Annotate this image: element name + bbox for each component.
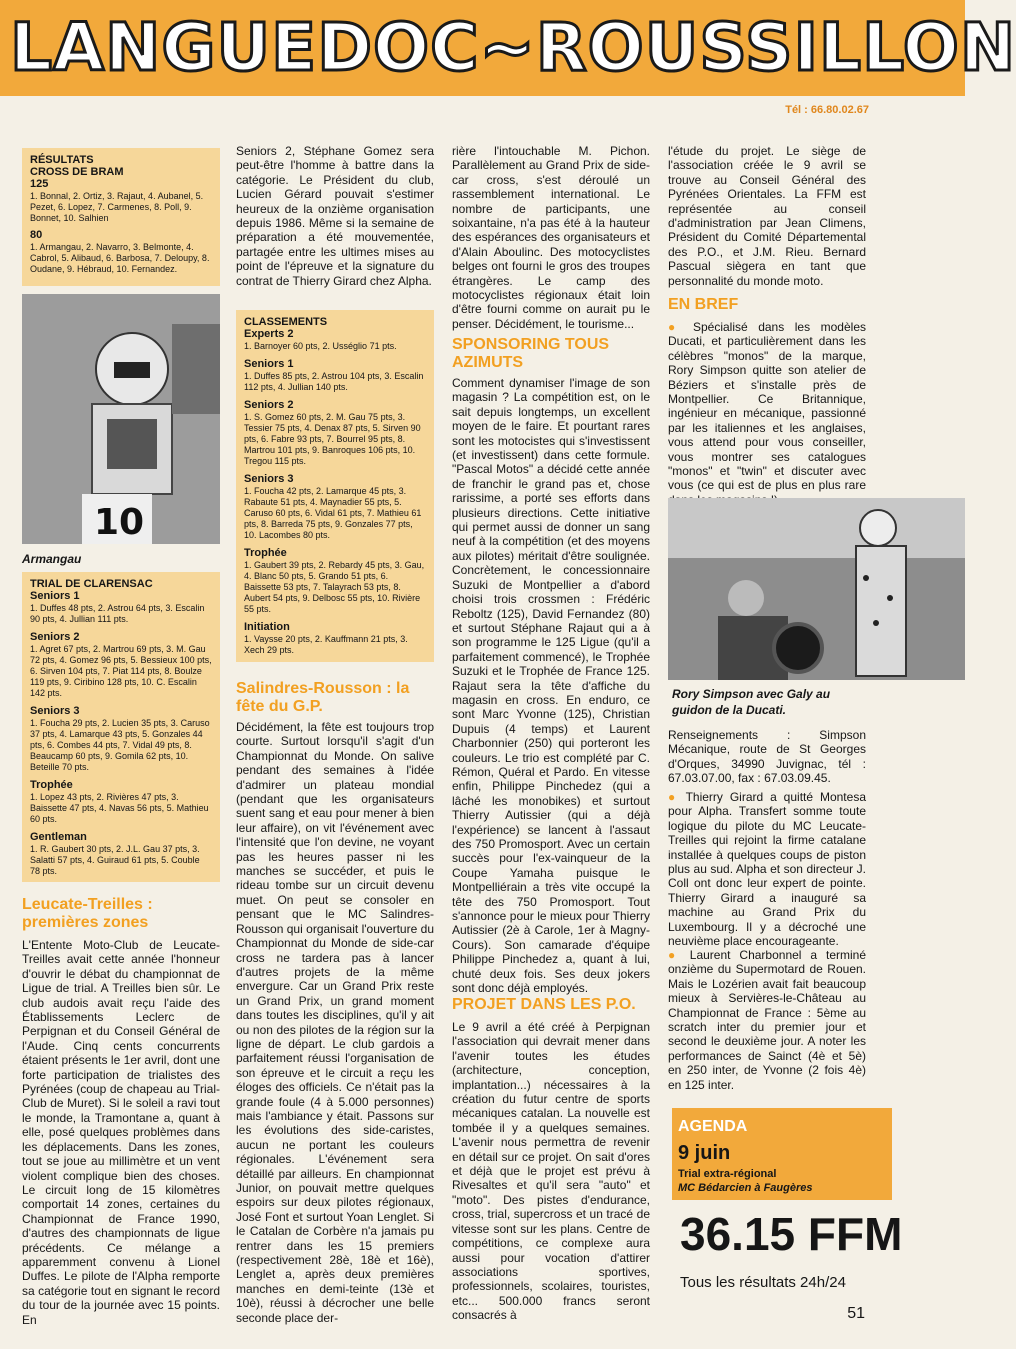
classements-s2: Seniors 2 (244, 399, 294, 411)
ffm-number: 36.15 FFM (680, 1208, 903, 1260)
simpson-photo-illustration (668, 498, 965, 680)
page-number: 51 (847, 1305, 865, 1322)
salindres-headline: Salindres-Rousson : la fête du G.P. (236, 680, 410, 715)
clarensac-r5: 1. R. Gaubert 30 pts, 2. J.L. Gau 37 pts, 3. Salatti 57 pts, 4. Guiraud 61 pts, 5. Couble 78 pts. (30, 844, 200, 876)
classements-i: Initiation (244, 621, 290, 633)
bram-title1: RÉSULTATS (30, 154, 94, 166)
col3-top (452, 144, 650, 331)
clarensac-r4: 1. Lopez 43 pts, 2. Rivières 47 pts, 3. Baissette 47 pts, 4. Navas 56 pts, 5. Mathieu 60 pts. (30, 792, 209, 824)
classements-re: 1. Barnoyer 60 pts, 2. Usséglio 71 pts. (244, 341, 397, 351)
phone-number: Tél : 66.80.02.67 (785, 104, 869, 116)
bram-cat80: 80 (30, 229, 43, 241)
classements-ri: 1. Vaysse 20 pts, 2. Kauffmann 21 pts, 3. Xech 29 pts. (244, 634, 408, 655)
girard-news (668, 790, 866, 949)
col2-top (236, 144, 434, 304)
projet-text: Le 9 avril a été créé à Perpignan l'association qui devrait mener dans l'avenir toutes les études (architecture, conception, implantation...) nécessaires à la création du futur centre de sports mécaniques catalan. La nouvelle est tombée il y a quelques semaines. L'avenir nous permettra de revenir en détail sur ce projet. On sait d'ores et déjà que le projet est prévu à Rivesaltes et qu'il sera "auto" et "moto". Des pistes d'endurance, cross, trial, supercross et un tracé de vitesse sont sur les plans. Centre de compétitions, ce complexe aura aussi pour vocation d'attirer associations sportives, professionnels, scolaires, touristes, etc... 500.000 francs seront consacrés à (452, 1020, 650, 1323)
classements-r1: 1. Duffes 85 pts, 2. Astrou 104 pts, 3. Escalin 112 pts, 4. Jullian 140 pts. (244, 371, 424, 392)
enbref-text (668, 320, 866, 507)
projet-body (452, 1020, 650, 1323)
clarensac-title: TRIAL DE CLARENSAC (30, 578, 153, 590)
salindres-body (236, 720, 434, 1325)
salindres-text: Décidément, la fête est toujours trop courte. Surtout lorsqu'il s'agit d'un Championnat du Monde. On salive pendant des semaines à l'idée d'admirer un plateau mondial (pendant que les organisateurs suent sang et eau pour mener à bien leur affaire), on vit l'événement avec l'intensité que l'on devine, ne voyant pas les heures passer ni les manches se succéder, et puis le rideau tombe sur un circuit devenu muet. On peut se consoler en pensant que le MC Salindres-Rousson qui organisait l'ouverture du Championnat du Monde de side-car cross ne tardera pas à lancer d'autres projets de la même envergure. Car un Grand Prix reste un Grand Prix, un grand moment dans toutes les disciplines, qu'il y ait ou non des pilotes de la région sur la ligne de départ. Le club gardois a parfaitement réussi l'organisation de son épreuve et le circuit a reçu les éloges des officiels. Ce n'était pas la grande foule (4 à 5.000 personnes) mais l'ambiance y était. Passons sur les évolutions des side-caristes, aucun ne portant les couleurs régionales. L'événement sera détaillé par ailleurs. En championnat Junior, on pouvait mettre quelques espoirs sur deux pilotes régionaux, José Font et surtout Yoan Lenglet. Si le Catalan de Corbère n'a jamais pu rentrer dans les 15 premiers (respectivement 28è, 18è et 16è), Lenglet a, après deux premières manches en demi-teinte (13è et 10è), réussi à décrocher une belle seconde place der- (236, 720, 434, 1325)
bram-cat125: 125 (30, 178, 49, 190)
clarensac-s5: Gentleman (30, 831, 87, 843)
bullet-icon: ● (668, 320, 693, 334)
classements-r3: 1. Foucha 42 pts, 2. Lamarque 45 pts, 3. Rabaute 51 pts, 4. Maynadier 55 pts, 5. Caruso 60 pts, 6. Vidal 61 pts, 7. Mathieu 61 pts, 8. Barreda 75 pts, 9. Gonzales 77 pts, 10. Lacombes 80 pts. (244, 486, 422, 540)
sponsoring-text: Comment dynamiser l'image de son magasin ? La compétition est, on le sait depuis longtemps, un excellent moyen de le faire. Et pourtant rares sont les motocistes qui s'investissent (et investissent) dans cette formule. "Pascal Motos" a décidé cette année de franchir le grand pas et, chose rarissime, a porté ses efforts dans plusieurs directions. Cette initiative qui permet aussi de donner un sang neuf à la compétition (et des moyens aux pilotes) méritait d'être soulignée. Concrètement, le concessionnaire Suzuki de Montpellier a d'abord choisi trois crossmen : Frédéric Reboltz (125), David Fernandez (80) et surtout Stéphane Rajaut qui a à son programme le 125 Ligue (qu'il a parfaitement commencé), le Trophée Suzuki et le Trophée de France 125. Rajaut sera la tête d'affiche du magasin en cross. En enduro, ce sont Marc Yvonne (125), Christian Dupuis (4 temps) et Laurent Charbonnier (250) qui porteront les couleurs. Le trio est complété par C. Rémon, Quéral et Pardo. En vitesse enfin, Philippe Pinchedez (qui a lâché les monobikes) et surtout Thierry Autissier (qui a déjà l'expérience) se lancent à l'assaut des 750 Promosport. Avec un certain succès pour l'ex-vainqueur de la Coupe Yamaha puisque le Montpelliérain a très vite occupé la tête des 750 Promosport. Tout s'annonce pour le mieux pour Thierry Autissier (2è à Carole, 1er à Magny-Cours). Son camarade d'équipe Philippe Pinchedez a, quant à lui, chuté deux fois. Ses deux jokers sont donc déjà employés. (452, 376, 650, 996)
agenda-line1: Trial extra-régional (678, 1168, 777, 1180)
svg-text:10: 10 (94, 502, 145, 543)
armangau-photo (22, 294, 220, 544)
clarensac-r2: 1. Agret 67 pts, 2. Martrou 69 pts, 3. M. Gau 72 pts, 4. Gomez 96 pts, 5. Bessieux 100 pts, 6. Sirven 104 pts, 7. Piat 114 pts, 8. Boulze 119 pts, 9. Ciribino 128 pts, 10. C. Escalin 142 pts. (30, 644, 212, 698)
bullet-icon: ● (668, 948, 690, 962)
agenda-box (672, 1108, 892, 1200)
clarensac-s4: Trophée (30, 779, 73, 791)
simpson-caption: Rory Simpson avec Galy au guidon de la Ducati. (672, 687, 831, 717)
col4-top-text: l'étude du projet. Le siège de l'association créée le 9 avril se trouve au Conseil Général des Pyrénées Orientales. La FFM est représentée au conseil d'administration par Jean Climens, Président du Comité Départemental des P.O., et J.M. Rieu. Bernard Pascual siègera en tant que personnalité du monde moto. (668, 144, 866, 288)
agenda-line2: MC Bédarcien à Faugères (678, 1182, 813, 1194)
charbonnel-text (668, 948, 866, 1092)
sponsoring-headline: SPONSORING TOUS AZIMUTS (452, 336, 610, 371)
classements-t: Trophée (244, 547, 287, 559)
leucate-body (22, 938, 220, 1327)
clarensac-s3: Seniors 3 (30, 705, 80, 717)
col4-top (668, 144, 866, 288)
armangau-photo-illustration (22, 294, 220, 544)
classements-title: CLASSEMENTS (244, 316, 328, 328)
page-title: LANGUEDOC~ROUSSILLON (10, 9, 1016, 86)
enbref-text-span: Spécialisé dans les modèles Ducati, et particulièrement dans les célèbres "monos" de la marque, Rory Simpson quitte son atelier de Béziers et s'installe près de Montpellier. Ce Britannique, ingénieur en mécanique, passionné par les italiennes et les anglaises, vous attend pour vous conseiller, vous montrer ses catalogues "monos" et "twin" et discuter avec vous (ce qui est de plus en plus rare (668, 320, 866, 493)
enbref-headline: EN BREF (668, 296, 739, 313)
charbonnel-news (668, 948, 866, 1098)
leucate-headline: Leucate-Treilles : premières zones (22, 896, 153, 931)
classements-e: Experts 2 (244, 328, 294, 340)
enbref-body (668, 320, 866, 495)
simpson-photo (668, 498, 965, 680)
clarensac-s2: Seniors 2 (30, 631, 80, 643)
agenda-date: 9 juin (678, 1142, 731, 1164)
classements-s3: Seniors 3 (244, 473, 294, 485)
ffm-subtitle: Tous les résultats 24h/24 (680, 1274, 846, 1291)
armangau-caption: Armangau (22, 552, 82, 566)
clarensac-s1: Seniors 1 (30, 590, 80, 602)
col3-top-text: rière l'intouchable M. Pichon. Parallèlement au Grand Prix de side-car cross, s'est déroulé un rassemblement international. Le nombre de participants, une soixantaine, n'a pas été à la hauteur des espérances des organisateurs et d'Alain Aboulinc. Des motocyclistes belges ont fourni le gros des troupes étrangères. Le camp des motocyclistes régionaux était loin d'être fourni comme on aurait pu le penser. Décidément, le tourisme... (452, 144, 650, 331)
bram-title2: CROSS DE BRAM (30, 166, 124, 178)
leucate-text: L'Entente Moto-Club de Leucate-Treilles avait cette année l'honneur d'ouvrir le débat du championnat de Ligue de trial. A Treilles bien sûr. Le club audois avait reçu l'aide des Établissements Leclerc de Perpignan et du Conseil Général de l'Aude. Cinq cents concurrents étaient présents le 1er avril, dont une forte participation de trialistes des Pyrénées (coup de chapeau au Trial-Club de Muret). Si le soleil a ravi tout le monde, la Tramontane a, quant à elle, posé quelques problèmes dans les déplacements. Dans les zones, tout se joue au millimètre et un vent violent complique bien des choses. Le circuit long de 15 kilomètres comportait 14 zones, certaines du Championnat de France 1990, d'autres des championnats de ligue précédents. Ce mélange a apparemment convenu à Lionel Duffes. Le pilote de l'Alpha remporte sa catégorie tout en signant le record du tour de la journée avec 15 points. En (22, 938, 220, 1327)
clarensac-results-box (22, 572, 220, 882)
classements-s1: Seniors 1 (244, 358, 294, 370)
classements-box (236, 310, 434, 662)
projet-headline: PROJET DANS LES P.O. (452, 996, 636, 1013)
charbonnel-text-span: Laurent Charbonnel a terminé onzième du Supermotard de Rouen. Mais le Lozérien avait fait beaucoup mieux à Servières-le-Château au Championnat de France : 5ème au scratch inter du premier jour et second le deuxième jour. A noter les performances de Sainct (4è et 5è) en 250 inter, de Yvonne (2 fois 4è) en 125 inter. (668, 948, 866, 1092)
girard-text (668, 790, 866, 948)
classements-rt: 1. Gaubert 39 pts, 2. Rebardy 45 pts, 3. Gau, 4. Blanc 50 pts, 5. Grando 51 pts, 6. Baissette 53 pts, 7. Talayrach 53 pts, 8. Aubert 54 pts, 9. Delbosc 55 pts, 10. Rivière 55 pts. (244, 560, 425, 614)
sponsoring-body (452, 376, 650, 996)
renseignements-text: Renseignements : Simpson Mécanique, route de St Georges d'Orques, 34990 Juvignac, tél : 67.03.07.00, fax : 67.03.09.45. (668, 728, 866, 786)
clarensac-r3: 1. Foucha 29 pts, 2. Lucien 35 pts, 3. Caruso 37 pts, 4. Lamarque 43 pts, 5. Gonzales 44 pts, 6. Combes 44 pts, 7. Vidal 49 pts, 8. Beaucamp 60 pts, 9. Gomila 62 pts, 10. Beteille 70 pts. (30, 718, 210, 772)
agenda-title: AGENDA (678, 1118, 748, 1135)
header-banner (0, 0, 1016, 96)
girard-text-span: Thierry Girard a quitté Montesa pour Alpha. Transfert somme toute logique du pilote du MC Leucate-Treilles qui rejoint la firme catalane installée à quelques coups de piston plus au sud. Alpha et son directeur J. Coll ont donc leur expert de pointe. Thierry Girard a inauguré sa machine au Grand Prix du Luxembourg. Il y a décroché une neuvième place encourageante. (668, 790, 866, 949)
renseignements (668, 728, 866, 788)
col2-top-text: Seniors 2, Stéphane Gomez sera peut-être l'homme à battre dans la catégorie. Le Président du club, Lucien Gérard pouvait s'estimer heureux de la onzième organisation depuis 1986. Même si la semaine de préparation a été mouvementée, partagée entre les ultimes mises au point de l'épreuve et la signature du contrat de Thierry Girard chez Alpha. (236, 144, 434, 288)
clarensac-r1: 1. Duffes 48 pts, 2. Astrou 64 pts, 3. Escalin 90 pts, 4. Jullian 111 pts. (30, 603, 205, 624)
bram-res125: 1. Bonnal, 2. Ortiz, 3. Rajaut, 4. Aubanel, 5. Pezet, 6. Lopez, 7. Carmenes, 8. Poll, 9. Bonnet, 10. Salhien (30, 191, 204, 223)
classements-r2: 1. S. Gomez 60 pts, 2. M. Gau 75 pts, 3. Tessier 75 pts, 4. Denax 87 pts, 5. Sirven 90 pts, 6. Fabre 93 pts, 7. Bourrel 95 pts, 8. Martrou 101 pts, 9. Banroques 106 pts, 10. Tregou 115 pts. (244, 412, 421, 466)
bram-results-box (22, 148, 220, 286)
bram-res80: 1. Armangau, 2. Navarro, 3. Belmonte, 4. Cabrol, 5. Alibaud, 6. Barbosa, 7. Deloupy, 8. Oudane, 9. Hébraud, 10. Fernandez. (30, 242, 210, 274)
bullet-icon: ● (668, 790, 686, 804)
